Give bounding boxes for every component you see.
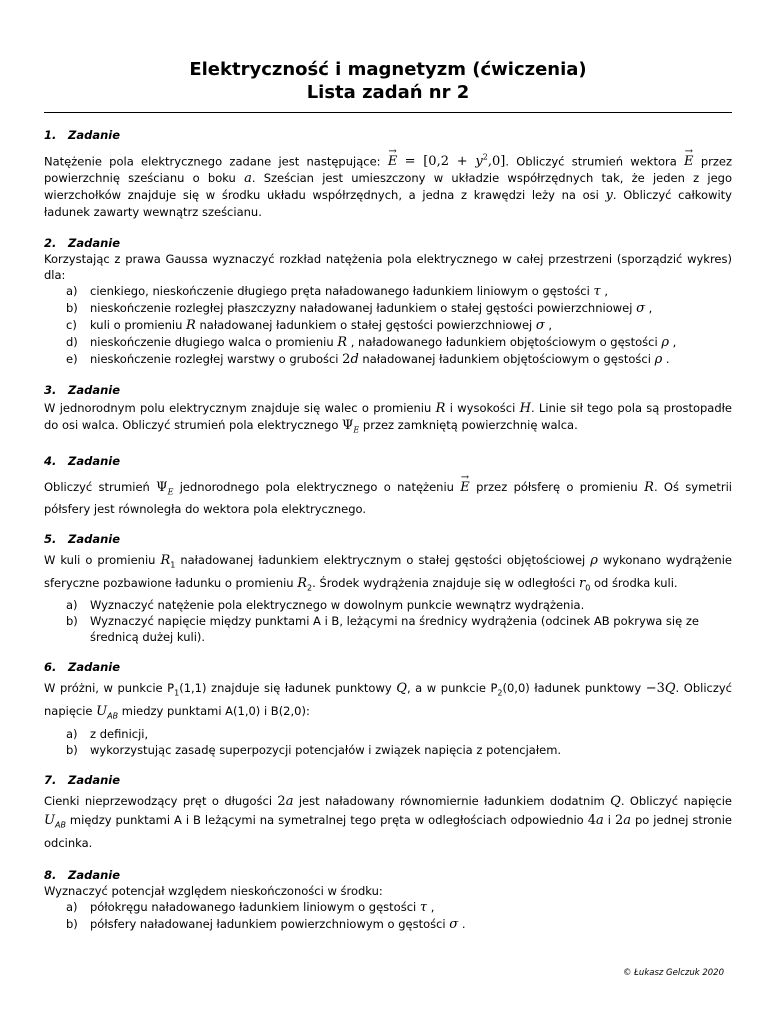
title-line-2: Lista zadań nr 2: [306, 82, 470, 103]
list-item: b) wykorzystując zasadę superpozycji potencjałów i związek napięcia z potencjałem.: [66, 742, 562, 757]
list-item: b) nieskończenie rozległej płaszczyzny naładowanej ładunkiem o stałej gęstości powierzchniowej σ ,: [66, 301, 653, 317]
title-line-1: Elektryczność i magnetyzm (ćwiczenia): [189, 59, 587, 80]
task-1: [44, 127, 732, 221]
task-3: [44, 382, 732, 439]
task-8: [44, 867, 732, 933]
task-header: 1. Zadanie: [44, 128, 121, 142]
document-page: [44, 58, 732, 933]
task-text: W kuli o promieniu $R_1$ naładowanej ładunkiem elektrycznym o stałej gęstości objętościowej ρ wykonano wydrążenie sferyczne pozbawione ładunku o promieniu $R_2$. Środek wydrążenia znajduje się w odległości $r_0$ od środka kuli.: [44, 552, 732, 593]
task-text: Natężenie pola elektrycznego zadane jest następujące: → $E = [0,2 + y^2,0]$. Obliczyć strumień wektora → E przez powierzchnię sześcianu o boku a. Sześcian jest umieszczony w układzie współrzędnych tak, że jeden z jego wierzchołków znajduje się w środku układu współrzędnych, a jedna z krawędzi leży na osi y. Obliczyć całkowity ładunek zawarty wewnątrz sześcianu.: [44, 149, 732, 221]
list-item: a) półokręgu naładowanego ładunkiem liniowym o gęstości τ ,: [66, 900, 435, 915]
document-title: [44, 58, 732, 104]
task-header: 3. Zadanie: [44, 383, 121, 398]
list-item: e) nieskończenie rozległej warstwy o grubości 2d naładowanej ładunkiem objętościowym o gęstości ρ .: [66, 352, 670, 368]
task-2: [44, 235, 732, 368]
task-subitems: [44, 899, 732, 933]
task-subitems: [44, 726, 732, 758]
list-item: a) z definicji,: [66, 726, 149, 741]
task-text: Korzystając z prawa Gaussa wyznaczyć rozkład natężenia pola elektrycznego w całej przestrzeni (sporządzić wykres) dla:: [44, 252, 732, 283]
task-text: W jednorodnym polu elektrycznym znajduje się walec o promieniu R i wysokości H. Linie sił tego pola są prostopadłe do osi walca. Obliczyć strumień pola elektrycznego $\Psi_E$ przez zamkniętą powierzchnię walca.: [44, 401, 732, 435]
task-subitems: [44, 283, 732, 368]
task-header: 4. Zadanie: [44, 453, 121, 468]
task-header: 8. Zadanie: [44, 868, 121, 882]
task-5: [44, 531, 732, 646]
list-item: a) Wyznaczyć natężenie pola elektrycznego w dowolnym punkcie wewnątrz wydrążenia.: [66, 598, 585, 613]
task-header: 5. Zadanie: [44, 531, 121, 546]
task-text: Obliczyć strumień $\Psi_E$ jednorodnego pola elektrycznego o natężeniu → E przez półsferę o promieniu R. Oś symetrii półsfery jest równoległa do wektora pola elektrycznego.: [44, 479, 732, 517]
list-item: a) cienkiego, nieskończenie długiego pręta naładowanego ładunkiem liniowym o gęstości τ ,: [66, 284, 608, 300]
list-item: c) kuli o promieniu R naładowanej ładunkiem o stałej gęstości powierzchniowej σ ,: [66, 318, 553, 334]
title-divider: [44, 112, 732, 113]
list-item: b) półsfery naładowanej ładunkiem powierzchniowym o gęstości σ .: [66, 917, 466, 932]
task-4: [44, 453, 732, 517]
task-header: 7. Zadanie: [44, 772, 121, 787]
task-6: [44, 659, 732, 758]
task-header: 6. Zadanie: [44, 660, 121, 675]
task-7: [44, 772, 732, 853]
list-item: b) Wyznaczyć napięcie między punktami A i B, leżącymi na średnicy wydrążenia (odcinek AB pokrywa się ze średnicą dużej kuli).: [66, 614, 699, 645]
task-text: Cienki nieprzewodzący pręt o długości 2a jest naładowany równomiernie ładunkiem dodatnim Q. Obliczyć napięcie $U_{AB}$ między punktami A i B leżącymi na symetralnej tego pręta w odległościach odpowiednio 4a i 2a po jednej stronie odcinka.: [44, 793, 732, 850]
list-item: d) nieskończenie długiego walca o promieniu R , naładowanego ładunkiem objętościowym o gęstości ρ ,: [66, 335, 677, 351]
task-subitems: [44, 597, 732, 645]
copyright-footer: © Łukasz Gelczuk 2020: [622, 968, 724, 978]
task-header: 2. Zadanie: [44, 236, 121, 251]
task-text: W próżni, w punkcie $P_1(1,1)$ znajduje się ładunek punktowy Q, a w punkcie $P_2(0,0)$ ładunek punktowy −3Q. Obliczyć napięcie $U_{AB}$ miedzy punktami A(1,0) i B(2,0):: [44, 681, 733, 721]
task-text: Wyznaczyć potencjał względem nieskończoności w środku:: [44, 884, 383, 898]
